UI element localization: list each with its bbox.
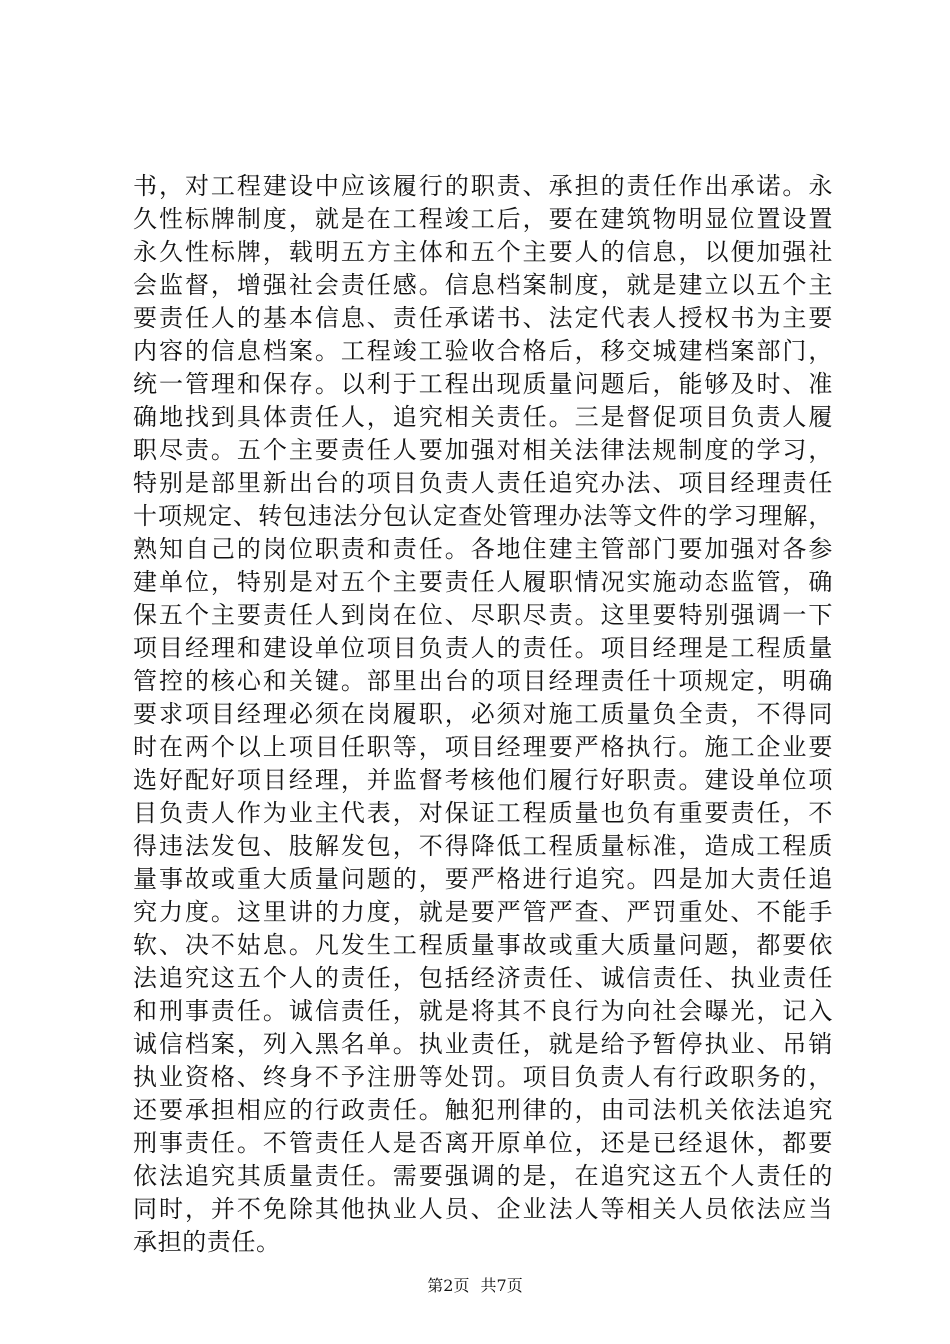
text-line: 承担的责任。: [133, 1228, 281, 1256]
text-line: 统一管理和保存。以利于工程出现质量问题后，能够及时、准: [133, 370, 833, 398]
text-line: 软、决不姑息。凡发生工程质量事故或重大质量问题，都要依: [133, 931, 833, 959]
text-line: 要责任人的基本信息、责任承诺书、法定代表人授权书为主要: [133, 304, 833, 332]
text-line: 目负责人作为业主代表，对保证工程质量也负有重要责任，不: [133, 799, 833, 827]
text-line: 依法追究其质量责任。需要强调的是，在追究这五个人责任的: [133, 1162, 833, 1190]
text-line: 究力度。这里讲的力度，就是要严管严查、严罚重处、不能手: [133, 898, 833, 926]
text-line: 永久性标牌，载明五方主体和五个主要人的信息，以便加强社: [133, 238, 833, 266]
text-line: 内容的信息档案。工程竣工验收合格后，移交城建档案部门，: [133, 337, 833, 365]
text-line: 特别是部里新出台的项目负责人责任追究办法、项目经理责任: [133, 469, 833, 497]
text-line: 十项规定、转包违法分包认定查处管理办法等文件的学习理解，: [133, 502, 833, 530]
page-total: 共7页: [480, 1276, 523, 1295]
text-line: 法追究这五个人的责任，包括经济责任、诚信责任、执业责任: [133, 964, 833, 992]
text-line: 职尽责。五个主要责任人要加强对相关法律法规制度的学习，: [133, 436, 833, 464]
text-line: 诚信档案，列入黑名单。执业责任，就是给予暂停执业、吊销: [133, 1030, 833, 1058]
text-line: 管控的核心和关键。部里出台的项目经理责任十项规定，明确: [133, 667, 833, 695]
page-number: 第2页: [427, 1276, 470, 1295]
text-line: 项目经理和建设单位项目负责人的责任。项目经理是工程质量: [133, 634, 833, 662]
text-line: 得违法发包、肢解发包，不得降低工程质量标准，造成工程质: [133, 832, 833, 860]
text-line: 建单位，特别是对五个主要责任人履职情况实施动态监管，确: [133, 568, 833, 596]
text-line: 选好配好项目经理，并监督考核他们履行好职责。建设单位项: [133, 766, 833, 794]
body-paragraph: [133, 170, 833, 1259]
text-line: 会监督，增强社会责任感。信息档案制度，就是建立以五个主: [133, 271, 833, 299]
text-line: 刑事责任。不管责任人是否离开原单位，还是已经退休，都要: [133, 1129, 833, 1157]
text-line: 执业资格、终身不予注册等处罚。项目负责人有行政职务的，: [133, 1063, 833, 1091]
text-line: 久性标牌制度，就是在工程竣工后，要在建筑物明显位置设置: [133, 205, 833, 233]
text-line: 书，对工程建设中应该履行的职责、承担的责任作出承诺。永: [133, 172, 833, 200]
text-line: 时在两个以上项目任职等，项目经理要严格执行。施工企业要: [133, 733, 833, 761]
text-line: 量事故或重大质量问题的，要严格进行追究。四是加大责任追: [133, 865, 833, 893]
page-footer: [0, 1276, 950, 1296]
text-line: 要求项目经理必须在岗履职，必须对施工质量负全责，不得同: [133, 700, 833, 728]
text-line: 还要承担相应的行政责任。触犯刑律的，由司法机关依法追究: [133, 1096, 833, 1124]
text-line: 熟知自己的岗位职责和责任。各地住建主管部门要加强对各参: [133, 535, 833, 563]
text-line: 保五个主要责任人到岗在位、尽职尽责。这里要特别强调一下: [133, 601, 833, 629]
text-line: 同时，并不免除其他执业人员、企业法人等相关人员依法应当: [133, 1195, 833, 1223]
text-line: 和刑事责任。诚信责任，就是将其不良行为向社会曝光，记入: [133, 997, 833, 1025]
text-line: 确地找到具体责任人，追究相关责任。三是督促项目负责人履: [133, 403, 833, 431]
